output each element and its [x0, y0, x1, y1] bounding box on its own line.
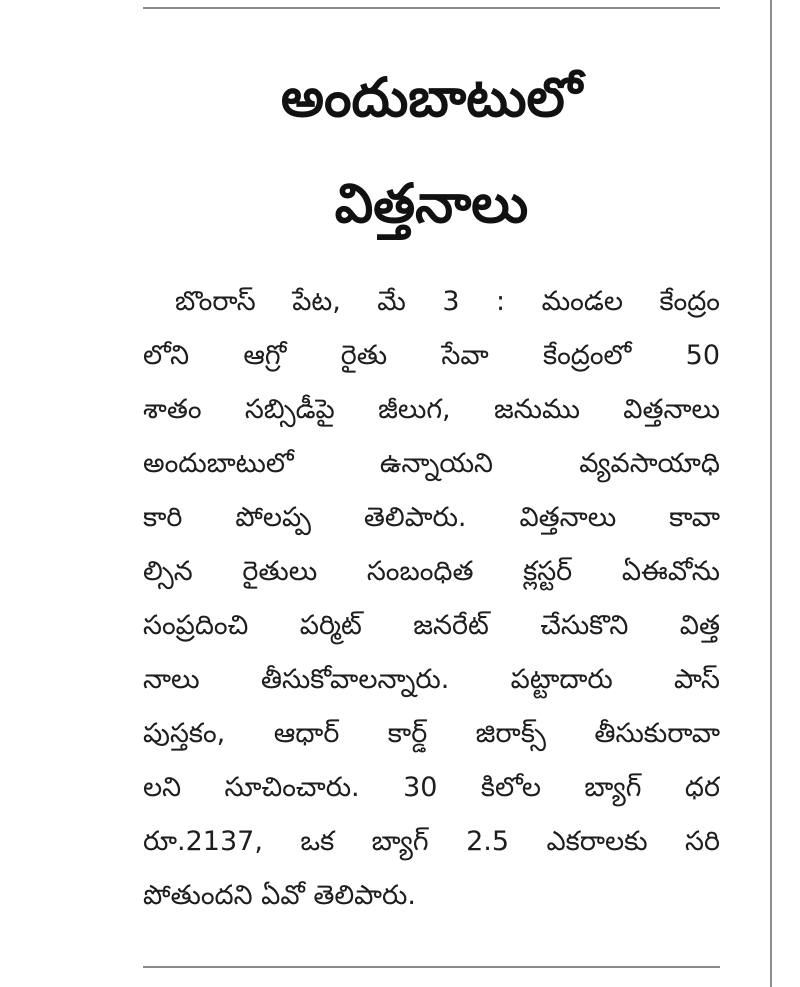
article-line: ల్సిన రైతులు సంబంధిత క్లస్టర్ ఏఈవోను	[143, 556, 720, 587]
article-line: శాతం సబ్సిడీపై జీలుగ, జనుము విత్తనాలు	[143, 394, 720, 425]
article-line: పోతుందని ఏవో తెలిపారు.	[143, 880, 416, 911]
top-divider	[143, 7, 720, 9]
article-body	[143, 275, 720, 923]
headline-line-1: అందుబాటులో	[280, 66, 583, 129]
article-line: కారి పోలప్ప తెలిపారు. విత్తనాలు కావా	[143, 502, 720, 533]
bottom-divider	[143, 966, 720, 968]
article-line: బొంరాస్ పేట, మే 3 : మండల కేంద్రం	[175, 286, 720, 317]
article-line: పుస్తకం, ఆధార్ కార్డ్ జిరాక్స్ తీసుకురావా	[143, 718, 720, 749]
headline-line-2: విత్తనాలు	[334, 172, 529, 235]
article-line: అందుబాటులో ఉన్నాయని వ్యవసాయాధి	[143, 448, 720, 479]
column-separator	[770, 0, 772, 987]
article-line: నాలు తీసుకోవాలన్నారు. పట్టాదారు పాస్	[143, 664, 720, 695]
article-line: రూ.2137, ఒక బ్యాగ్ 2.5 ఎకరాలకు సరి	[143, 826, 720, 857]
article-line: లోని ఆగ్రో రైతు సేవా కేంద్రంలో 50	[143, 340, 720, 371]
article-line: లని సూచించారు. 30 కిలోల బ్యాగ్ ధర	[143, 772, 720, 803]
article-line: సంప్రదించి పర్మిట్ జనరేట్ చేసుకొని విత్త	[143, 610, 720, 641]
